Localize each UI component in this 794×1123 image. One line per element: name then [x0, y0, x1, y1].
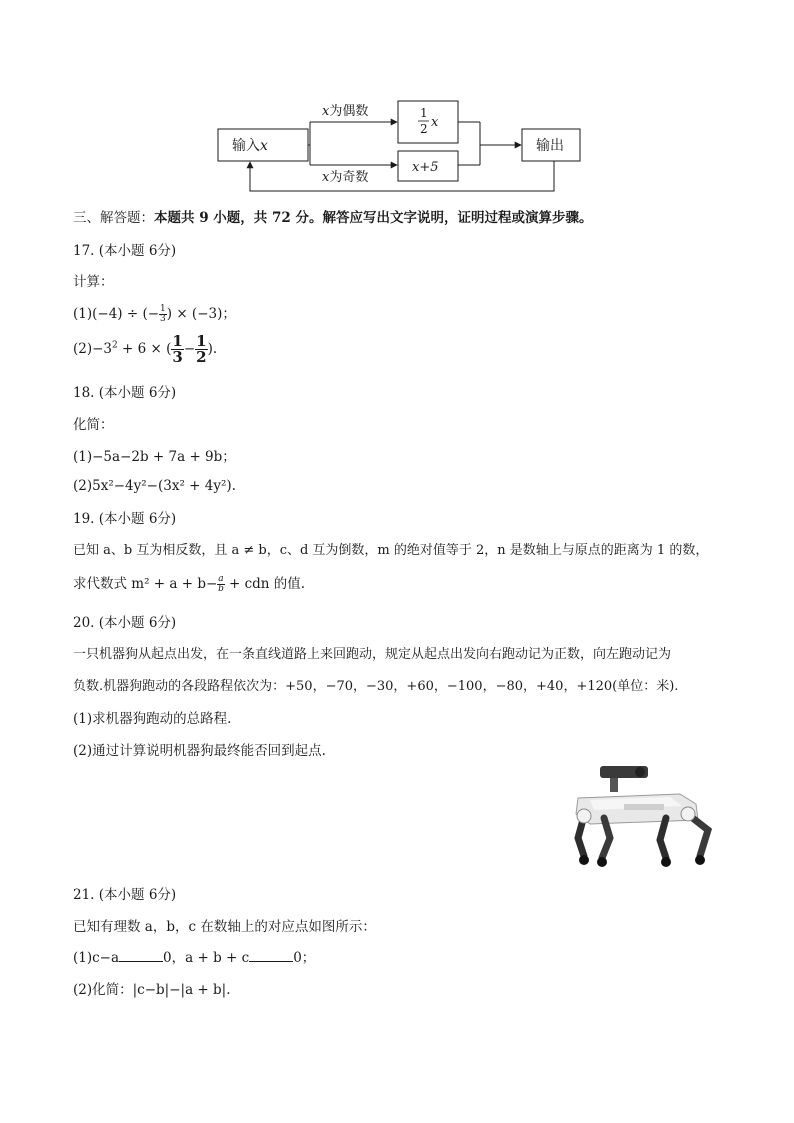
- q17-instruction: 计算：: [73, 274, 114, 290]
- answer-blank-2[interactable]: [249, 949, 293, 962]
- q19-header: 19. (本小题 6分): [73, 511, 177, 527]
- q21-header: 21. (本小题 6分): [73, 887, 177, 903]
- odd-expr: x+5: [412, 160, 439, 175]
- q18-header: 18. (本小题 6分): [73, 385, 177, 401]
- q20-line1: 一只机器狗从起点出发，在一条直线道路上来回跑动，规定从起点出发向右跑动记为正数，向左跑动记为: [73, 647, 672, 662]
- odd-condition: x为奇数: [322, 170, 369, 185]
- q18-part1: (1)−5a−2b + 7a + 9b；: [73, 449, 236, 465]
- even-condition: x为偶数: [322, 104, 369, 119]
- q18-part2: (2)5x²−4y²−(3x² + 4y²).: [73, 478, 236, 494]
- q21-part2: (2)化简：|c−b|−|a + b|.: [73, 982, 231, 998]
- q20-part1: (1)求机器狗跑动的总路程.: [73, 711, 232, 727]
- q17-part1: (1)(−4) ÷ (− $\frac{1}{3}$ ) × (−3)；: [73, 304, 236, 324]
- q20-header: 20. (本小题 6分): [73, 615, 177, 631]
- q20-part2: (2)通过计算说明机器狗最终能否回到起点.: [73, 743, 326, 759]
- q17-header: 17. (本小题 6分): [73, 243, 177, 259]
- q19-line1: 已知 a、b 互为相反数，且 a ≠ b，c、d 互为倒数，m 的绝对值等于 2，n 是数轴上与原点的距离为 1 的数，: [73, 543, 709, 558]
- q20-line2: 负数.机器狗跑动的各段路程依次为：+50，−70，−30，+60，−100，−80，+40，+120(单位：米).: [73, 679, 679, 694]
- section-heading: 三、解答题：本题共 9 小题，共 72 分。解答应写出文字说明，证明过程或演算步骤。: [73, 210, 593, 226]
- even-box: [398, 101, 458, 143]
- even-frac-den: 2: [420, 122, 428, 136]
- flowchart: [210, 95, 590, 200]
- robot-dog-image: [570, 760, 730, 872]
- q17-part2: $(2)-3^2 + 6$ × ( $\frac{1}{3}$ − $\frac{1}{2}$ ).: [73, 332, 218, 366]
- q21-part1: (1)c−a 0，a + b + c 0；: [73, 950, 316, 966]
- q19-line2: 求代数式 m² + a + b− $\frac{a}{b}$ + cdn 的值.: [73, 574, 306, 594]
- output-text: 输出: [536, 138, 564, 154]
- even-frac-num: 1: [420, 106, 428, 120]
- answer-blank-1[interactable]: [119, 949, 163, 962]
- input-text: 输入x: [232, 138, 268, 154]
- q21-line1: 已知有理数 a，b，c 在数轴上的对应点如图所示：: [73, 919, 376, 935]
- even-var: x: [431, 115, 439, 130]
- q18-instruction: 化简：: [73, 417, 114, 433]
